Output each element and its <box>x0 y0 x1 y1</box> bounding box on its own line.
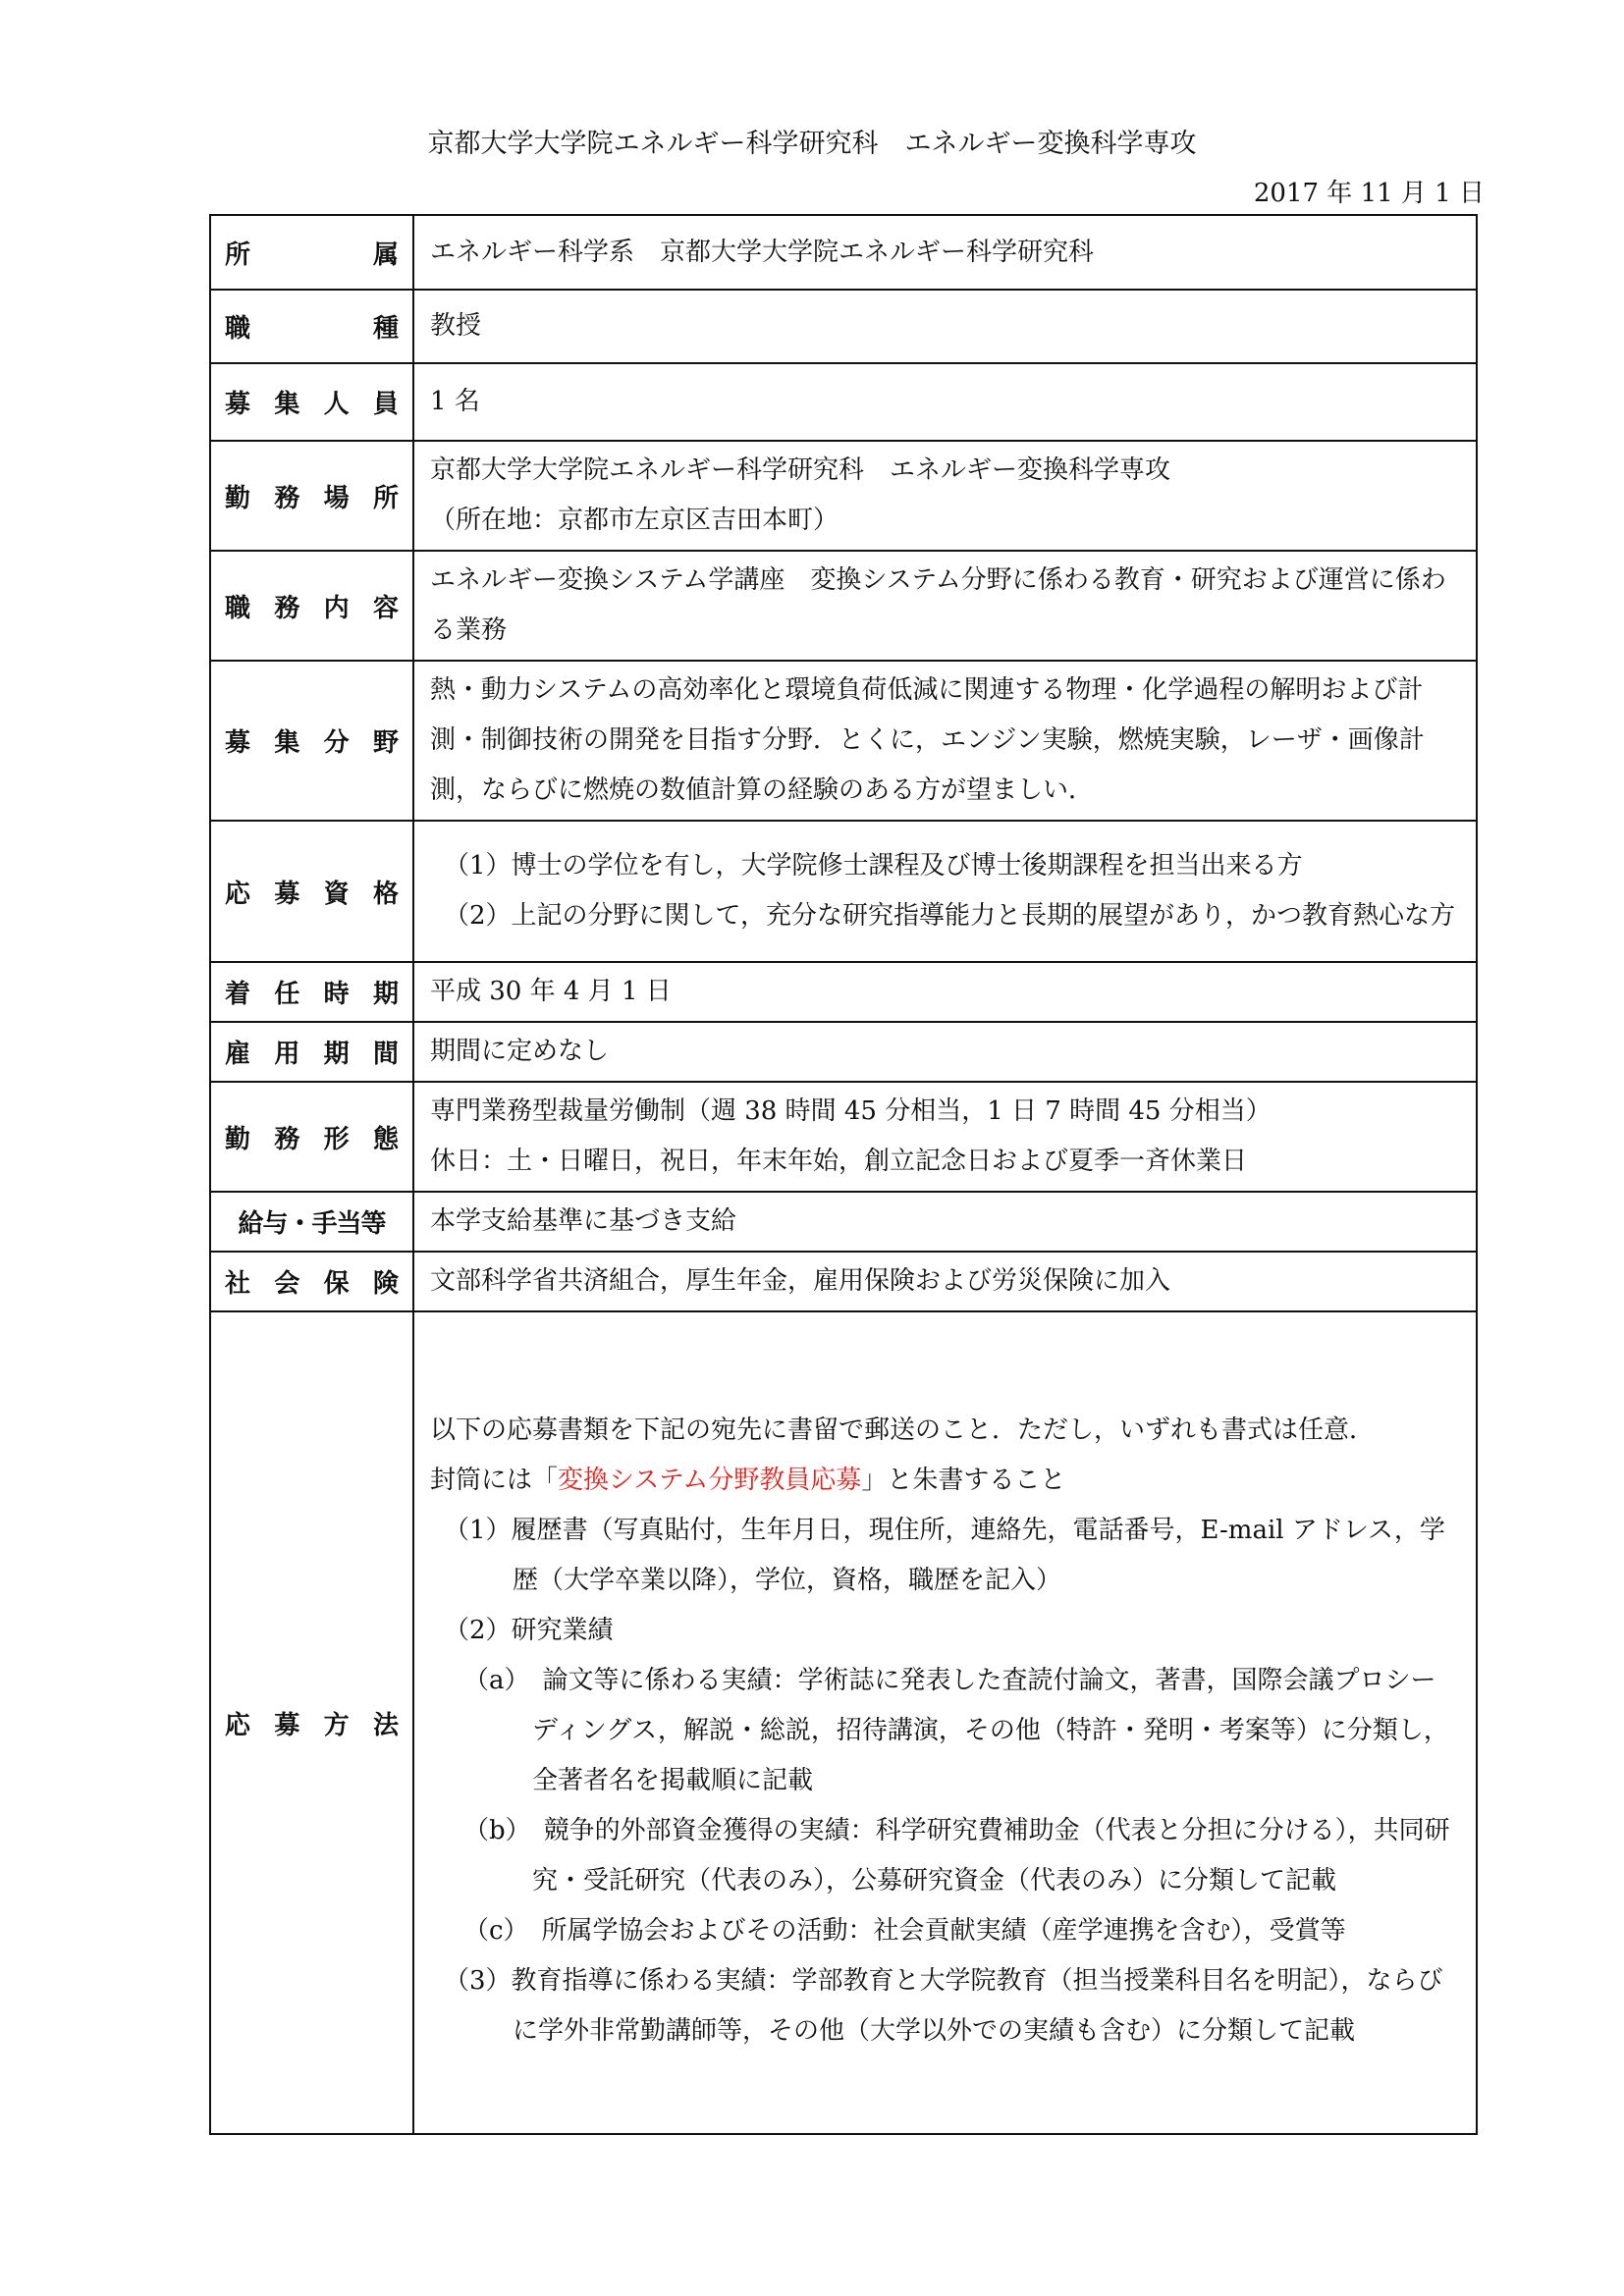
value-start: 平成 30 年 4 月 1 日 <box>413 962 1477 1022</box>
application-envelope: 封筒には「変換システム分野教員応募」と朱書すること <box>430 1465 1066 1495</box>
label-openings: 募 集 人 員 <box>225 390 399 419</box>
value-openings: 1 名 <box>413 363 1477 441</box>
value-duties: エネルギー変換システム学講座 変換システム分野に係わる教育・研究および運営に係わる業務 <box>413 551 1477 661</box>
label-term: 雇 用 期 間 <box>225 1040 399 1069</box>
qualification-item-2: （2）上記の分野に関して，充分な研究指導能力と長期的展望があり，かつ教育熱心な方 <box>444 901 1456 931</box>
row-term <box>210 1022 1477 1082</box>
label-start: 着 任 時 期 <box>225 980 399 1009</box>
row-openings <box>210 363 1477 441</box>
row-start <box>210 962 1477 1022</box>
label-workplace: 勤 務 場 所 <box>225 483 399 513</box>
application-intro: 以下の応募書類を下記の宛先に書留で郵送のこと．ただし，いずれも書式は任意． <box>430 1415 1376 1445</box>
label-insurance: 社 会 保 険 <box>225 1269 399 1299</box>
application-item-3: （3）教育指導に係わる実績：学部教育と大学院教育（担当授業科目名を明記），ならびに学外非常勤講師等，その他（大学以外での実績も含む）に分類して記載 <box>444 1965 1443 2046</box>
application-item-1: （1）履歴書（写真貼付，生年月日，現住所，連絡先，電話番号，E-mail アドレス，学歴（大学卒業以降），学位，資格，職歴を記入） <box>444 1515 1445 1595</box>
application-item-2b: （b） 競争的外部資金獲得の実績：科学研究費補助金（代表と分担に分ける），共同研究・受託研究（代表のみ），公募研究資金（代表のみ）に分類して記載 <box>463 1815 1450 1896</box>
page-date: 2017 年 11 月 1 日 <box>1253 179 1485 208</box>
job-posting-table <box>209 214 1478 2135</box>
row-work-style <box>210 1082 1477 1192</box>
row-affiliation <box>210 215 1477 290</box>
qualification-item-1: （1）博士の学位を有し，大学院修士課程及び博士後期課程を担当出来る方 <box>444 851 1303 881</box>
label-affiliation: 所 属 <box>225 240 399 270</box>
value-affiliation: エネルギー科学系 京都大学大学院エネルギー科学研究科 <box>413 215 1477 290</box>
row-application <box>210 1311 1477 2134</box>
workplace-line2: （所在地：京都市左京区吉田本町） <box>430 506 839 535</box>
work-style-line2: 休日：土・日曜日，祝日，年末年始，創立記念日および夏季一斉休業日 <box>430 1147 1248 1176</box>
row-workplace <box>210 441 1477 551</box>
label-salary: 給与・手当等 <box>238 1209 386 1239</box>
row-insurance <box>210 1252 1477 1311</box>
label-position: 職 種 <box>225 314 399 344</box>
page-title: 京都大学大学院エネルギー科学研究科 エネルギー変換科学専攻 <box>427 129 1197 159</box>
workplace-line1: 京都大学大学院エネルギー科学研究科 エネルギー変換科学専攻 <box>430 455 1171 485</box>
value-insurance: 文部科学省共済組合，厚生年金，雇用保険および労災保険に加入 <box>413 1252 1477 1311</box>
application-item-2a: （a） 論文等に係わる実績：学術誌に発表した査読付論文，著書，国際会議プロシーディングス，解説・総説，招待講演，その他（特許・発明・考案等）に分類し，全著者名を掲載順に記載 <box>463 1665 1449 1795</box>
row-qualification <box>210 821 1477 962</box>
value-salary: 本学支給基準に基づき支給 <box>413 1192 1477 1252</box>
row-position <box>210 290 1477 363</box>
value-position: 教授 <box>413 290 1477 363</box>
row-duties <box>210 551 1477 661</box>
label-duties: 職 務 内 容 <box>225 593 399 623</box>
label-qualification: 応 募 資 格 <box>225 879 399 909</box>
value-term: 期間に定めなし <box>413 1022 1477 1082</box>
row-field <box>210 661 1477 821</box>
label-work-style: 勤 務 形 態 <box>225 1124 399 1154</box>
label-application: 応 募 方 法 <box>225 1710 399 1740</box>
row-salary <box>210 1192 1477 1252</box>
value-field: 熱・動力システムの高効率化と環境負荷低減に関連する物理・化学過程の解明および計測・制御技術の開発を目指す分野．とくに，エンジン実験，燃焼実験，レーザ・画像計測，ならびに燃焼の数値計算の経験のある方が望ましい． <box>413 661 1477 821</box>
application-item-2: （2）研究業績 <box>444 1615 614 1645</box>
work-style-line1: 専門業務型裁量労働制（週 38 時間 45 分相当，1 日 7 時間 45 分相当） <box>430 1096 1272 1126</box>
envelope-red-text: 変換システム分野教員応募 <box>558 1465 862 1495</box>
application-item-2c: （c） 所属学協会およびその活動：社会貢献実績（産学連携を含む），受賞等 <box>463 1915 1346 1946</box>
label-field: 募 集 分 野 <box>225 728 399 758</box>
